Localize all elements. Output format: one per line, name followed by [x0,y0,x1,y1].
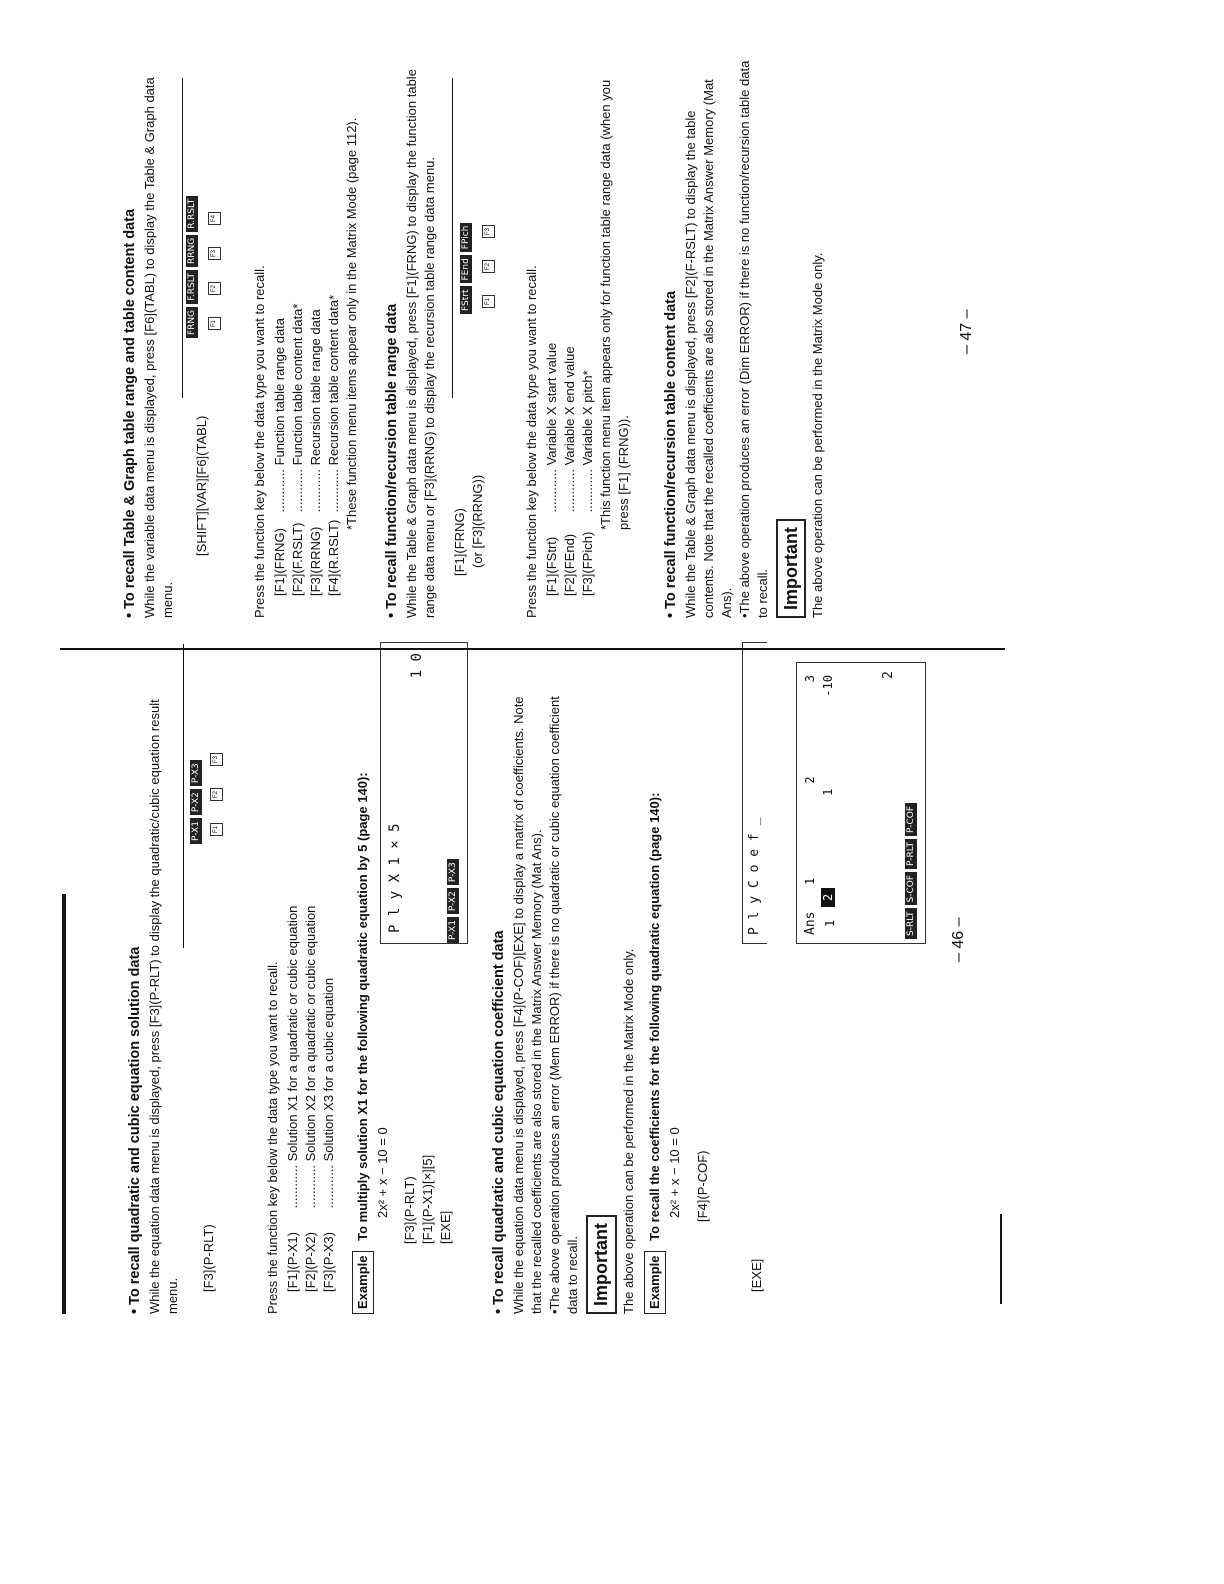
f3-key-icon[interactable]: F3 [210,753,223,766]
calculator-screen-2 [742,642,767,944]
menu-fpich[interactable]: FPich [460,223,472,253]
section-heading-content-data: • To recall function/recursion table content data [662,290,679,618]
table-graph-menu [186,196,198,338]
important-text: The above operation can be performed in the Matrix Mode only. [810,252,826,618]
menu-p-x1[interactable]: P-X1 [447,917,459,943]
menu-p-x1[interactable]: P-X1 [190,818,202,844]
menu-s-rlt[interactable]: S-RLT [905,909,917,940]
section-body: While the equation data menu is displayed, press [F3](P-RLT) to display the quadratic/cubic equation result menu. [147,699,180,1314]
page-number-47: – 47 – [958,309,975,354]
section-heading-solution-data: • To recall quadratic and cubic equation solution data [127,946,143,1314]
step: [EXE] [438,1210,454,1244]
list-item: [F2](P-X2) ............ Solution X2 for a quadratic or cubic equation [302,905,318,1292]
calculator-screen-1 [380,642,468,944]
range-menu [460,223,472,314]
key-sequence: [F1](FRNG) [452,508,468,576]
list-item: [F1](FStrt) ............ Variable X start value [544,342,560,596]
press-instruction: Press the function key below the data type you want to recall. [524,265,540,618]
f2-key-icon[interactable]: F2 [210,788,223,801]
matrix-screen [796,662,926,944]
step: [F1](P-X1)[×][5] [420,1154,436,1244]
table-key-list [271,58,343,618]
list-item: [F3](FPich) ............ Variable X pitch* [580,370,595,596]
range-key-list [543,58,597,618]
f3-key-icon[interactable]: F3 [482,225,495,238]
menu-fend[interactable]: FEnd [460,255,472,283]
screen-result: 1 0 [409,653,425,679]
important-label: Important [586,1215,617,1314]
equation: 2x² + x − 10 = 0 [666,1127,682,1218]
menu-f-rslt[interactable]: F.RSLT [186,270,198,304]
menu-r-rslt[interactable]: R.RSLT [186,196,198,232]
menu-p-x2[interactable]: P-X2 [447,888,459,914]
page-edge-mark [1000,1214,1002,1304]
matrix-cell-selected[interactable]: 2 [821,888,835,907]
f1-key-icon[interactable]: F1 [208,317,221,330]
list-item: [F4](R.RSLT) ............ Recursion table content data* [325,294,341,596]
matrix-footer-value: 2 [881,671,896,679]
screen-expression: P l y X 1 × 5 [387,823,403,933]
list-item: [F2](F.RSLT) ............ Function table content data* [289,303,305,596]
f2-key-icon[interactable]: F2 [208,282,221,295]
matrix-row-label: 1 [823,919,837,927]
page-47-content [120,58,827,618]
matrix-row [821,675,835,907]
function-key-row [482,203,495,308]
menu-bracket-line [183,644,184,948]
menu-fstrt[interactable]: FStrt [460,287,472,315]
binding-rule [60,648,1005,650]
section-heading-coefficient-data: • To recall quadratic and cubic equation coefficient data [491,930,508,1314]
error-note: •The above operation produces an error (Mem ERROR) if there is no quadratic or cubic equation coefficient data to recall. [547,696,581,1314]
footnote: *These function menu items appear only in the Matrix Mode (page 112). [343,117,359,530]
example-title: To recall the coefficients for the following quadratic equation (page 140): [646,792,662,1241]
key-sequence-alt: (or [F3](RRNG)) [470,474,486,568]
f4-key-icon[interactable]: F4 [208,212,221,225]
list-item: [F1](P-X1) ............ Solution X1 for a quadratic or cubic equation [284,905,300,1292]
matrix-cell[interactable]: -10 [821,675,835,697]
menu-bracket-line [182,78,183,398]
matrix-title: Ans [803,911,818,935]
coefficient-menu [905,803,917,939]
important-text: The above operation can be performed in the Matrix Mode only. [620,948,636,1314]
section-body: While the Table & Graph data menu is displayed, press [F1](FRNG) to display the function table range data menu or [F3](RRNG) to display the recursion table range data menu. [404,69,438,618]
page-edge-mark [62,894,66,1314]
matrix-col: 1 [803,877,817,885]
section-body: While the Table & Graph data menu is displayed, press [F2](F-RSLT) to display the table contents. Note that the recalled coefficients are also stored in the Matrix Answer Memory (Mat Ans). [682,79,734,618]
function-key-row [210,731,223,836]
example-title: To multiply solution X1 for the following quadratic equation by 5 (page 140): [354,772,370,1241]
menu-p-x3[interactable]: P-X3 [447,859,459,885]
list-item: [F3](RRNG) ............ Recursion table range data [307,309,323,596]
menu-p-rlt[interactable]: P-RLT [905,839,917,869]
step: [F3](P-RLT) [402,1176,418,1244]
error-note: •The above operation produces an error (Dim ERROR) if there is no function/recursion table data to recall. [736,60,770,618]
equation: 2x² + x − 10 = 0 [374,1127,390,1218]
function-key-row [208,190,221,330]
section-heading-range-data: • To recall function/recursion table range data [384,303,401,618]
press-instruction: Press the function key below the data type you want to recall. [264,961,280,1314]
screen-expression: P l y C o e f _ [747,817,762,935]
solution-key-list [284,674,338,1314]
f1-key-icon[interactable]: F1 [482,295,495,308]
list-item: [F3](P-X3) ............ Solution X3 for a cubic equation [320,977,336,1292]
key-sequence: [F3](P-RLT) [200,1224,216,1292]
section-body: While the variable data menu is displayed, press [F6](TABL) to display the Table & Graph data menu. [142,77,175,618]
menu-p-cof[interactable]: P-COF [905,803,917,836]
section-body: While the equation data menu is displayed, press [F4](P-COF)[EXE] to display a matrix of coefficients. Note that the recalled coefficients are also stored in the Matrix Answer Memory (Mat Ans). [511,696,545,1314]
key-sequence: [SHIFT][VAR][F6](TABL) [193,415,209,556]
matrix-cell[interactable]: 1 [821,788,835,796]
list-item: [F2](FEnd) ............ Variable X end value [562,346,578,596]
page-number-46: – 46 – [950,917,967,962]
result-menu [190,760,202,844]
menu-bracket-line [452,78,453,398]
section-heading-table-graph: • To recall Table & Graph table range and table content data [122,208,138,618]
matrix-col: 3 [803,675,817,683]
step: [EXE] [748,1258,764,1292]
footnote: *This function menu item appears only for function table range data (when you press [F1] (FRNG)). [597,79,631,530]
example-tag: Example [352,1251,374,1314]
f1-key-icon[interactable]: F1 [210,823,223,836]
f2-key-icon[interactable]: F2 [482,260,495,273]
menu-p-x2[interactable]: P-X2 [190,789,202,815]
menu-frng[interactable]: FRNG [186,307,198,338]
important-label: Important [776,519,807,618]
example-tag: Example [644,1251,666,1314]
press-instruction: Press the function key below the data type you want to recall. [251,265,267,618]
matrix-column-headers [803,675,817,885]
list-item: [F1](FRNG) ............ Function table range data [271,317,287,596]
step: [F4](P-COF) [694,1150,710,1222]
result-menu [447,859,459,943]
f3-key-icon[interactable]: F3 [208,247,221,260]
matrix-col: 2 [803,776,817,784]
menu-p-x3[interactable]: P-X3 [190,760,202,786]
menu-s-cof[interactable]: S-COF [905,872,917,906]
menu-rrng[interactable]: RRNG [186,235,198,267]
